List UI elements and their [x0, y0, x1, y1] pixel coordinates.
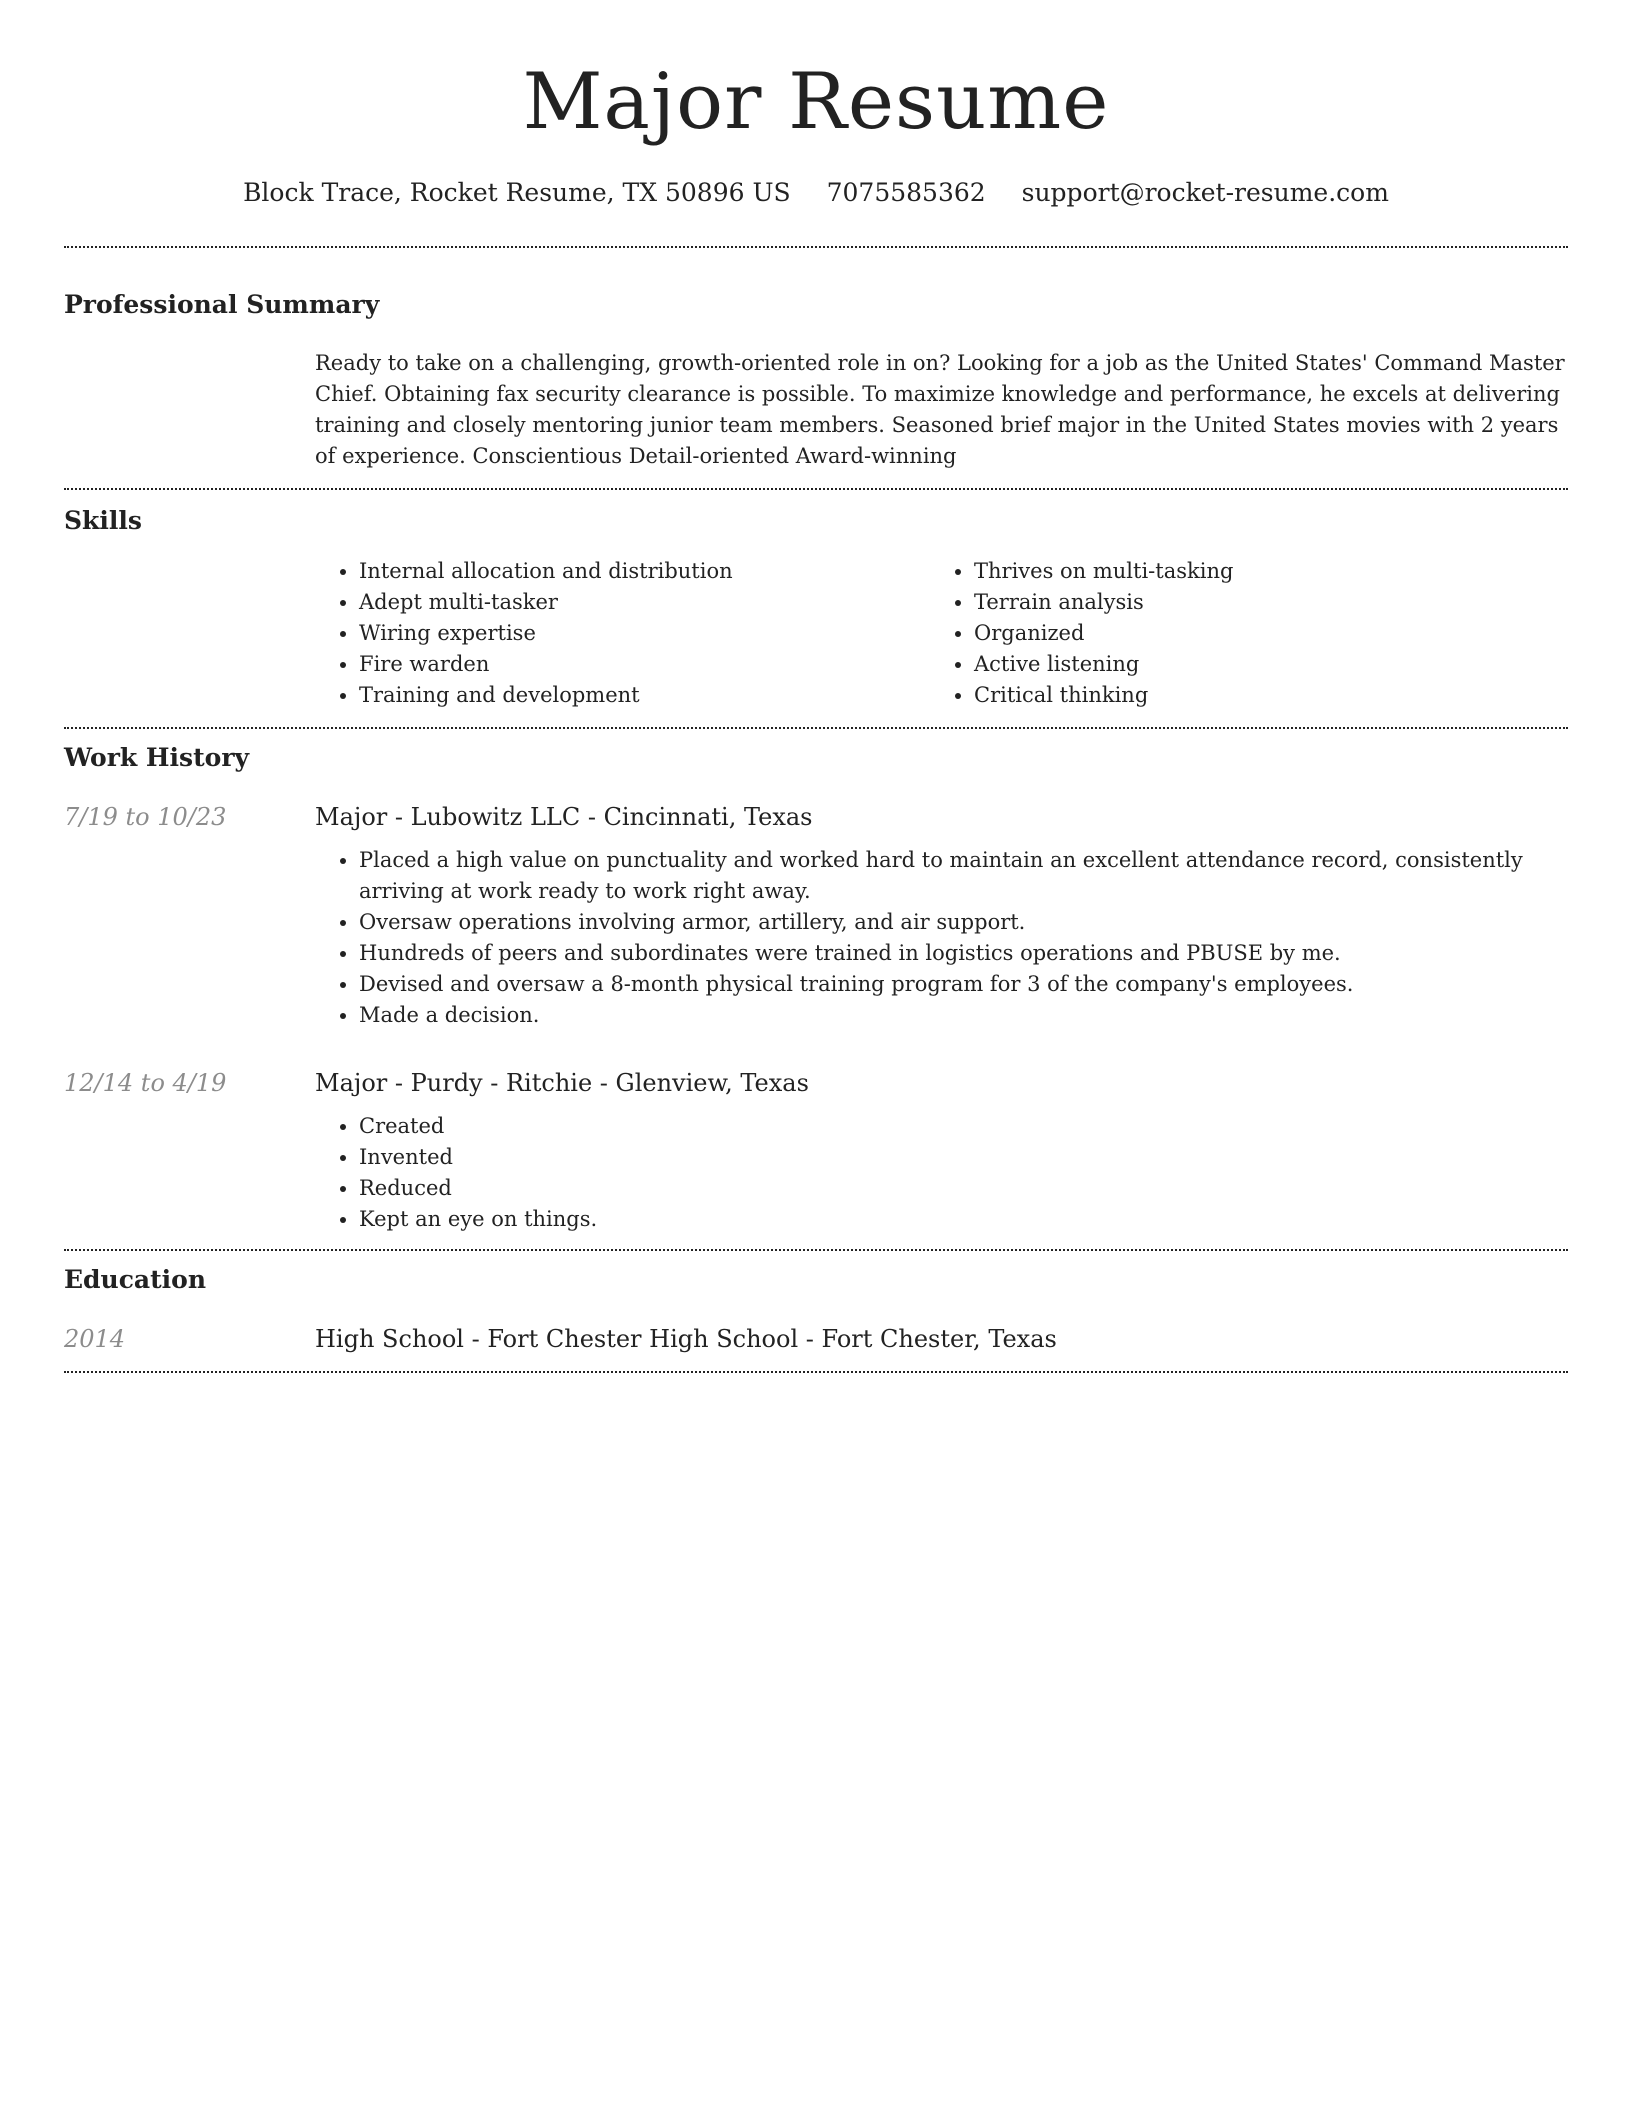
- professional-summary-section: [64, 288, 1568, 472]
- skill-item: • Wiring expertise: [359, 618, 930, 649]
- work-history-section: [64, 741, 1568, 1249]
- job-body: [315, 1065, 1568, 1249]
- job-bullet: • Kept an eye on things.: [359, 1204, 1568, 1235]
- section-title-skills: Skills: [64, 506, 142, 535]
- section-divider: [64, 1249, 1568, 1251]
- section-divider: [64, 727, 1568, 729]
- job-bullet: • Invented: [359, 1142, 1568, 1173]
- contact-address: Block Trace, Rocket Resume, TX 50896 US: [243, 178, 791, 207]
- job-heading: Major - Purdy - Ritchie - Glenview, Texas: [315, 1069, 809, 1097]
- resume-name: Major Resume: [522, 57, 1110, 147]
- skill-item: • Adept multi-tasker: [359, 587, 930, 618]
- job-bullet: • Made a decision.: [359, 1000, 1568, 1031]
- skills-list-right: [930, 556, 1545, 711]
- section-title-education: Education: [64, 1265, 207, 1294]
- job-bullets: [315, 1111, 1568, 1235]
- skill-item: • Training and development: [359, 680, 930, 711]
- skill-item: • Terrain analysis: [974, 587, 1545, 618]
- section-divider: [64, 1371, 1568, 1373]
- skill-item: • Fire warden: [359, 649, 930, 680]
- job-entry: [64, 799, 1568, 1031]
- job-bullet: • Placed a high value on punctuality and worked hard to maintain an excellent attendance record, consistently arriving at work ready to work right away.: [359, 845, 1568, 907]
- section-divider: [64, 246, 1568, 248]
- job-body: [315, 799, 1568, 1031]
- section-title-summary: Professional Summary: [64, 290, 380, 319]
- job-entry: [64, 1065, 1568, 1249]
- skills-list-left: [315, 556, 930, 711]
- job-bullet: • Hundreds of peers and subordinates were trained in logistics operations and PBUSE by me.: [359, 938, 1568, 969]
- education-section: [64, 1263, 1568, 1357]
- section-title-work-history: Work History: [64, 743, 250, 772]
- skills-columns: [315, 556, 1568, 711]
- job-dates: 12/14 to 4/19: [64, 1069, 227, 1097]
- job-bullet: • Created: [359, 1111, 1568, 1142]
- contact-line: [64, 176, 1568, 210]
- job-bullet: • Oversaw operations involving armor, artillery, and air support.: [359, 907, 1568, 938]
- skill-item: • Thrives on multi-tasking: [974, 556, 1545, 587]
- contact-email: support@rocket-resume.com: [1021, 178, 1389, 207]
- education-date: 2014: [64, 1325, 126, 1353]
- section-divider: [64, 488, 1568, 490]
- skill-item: • Active listening: [974, 649, 1545, 680]
- education-heading: High School - Fort Chester High School - Fort Chester, Texas: [315, 1325, 1057, 1353]
- job-dates: 7/19 to 10/23: [64, 803, 227, 831]
- job-bullets: [315, 845, 1568, 1031]
- job-heading: Major - Lubowitz LLC - Cincinnati, Texas: [315, 803, 813, 831]
- education-body: [315, 1321, 1568, 1357]
- job-bullet: • Devised and oversaw a 8-month physical training program for 3 of the company's employees.: [359, 969, 1568, 1000]
- summary-text: Ready to take on a challenging, growth-oriented role in on? Looking for a job as the United States' Command Master Chief. Obtaining fax security clearance is possible. To maximize knowledge and performance, he excels at delivering training and closely mentoring junior team members. Seasoned brief major in the United States movies with 2 years of experience. Conscientious Detail-oriented Award-winning: [315, 351, 1565, 468]
- skill-item: • Organized: [974, 618, 1545, 649]
- contact-phone: 7075585362: [826, 178, 986, 207]
- skills-section: [64, 504, 1568, 711]
- job-bullet: • Reduced: [359, 1173, 1568, 1204]
- skill-item: • Critical thinking: [974, 680, 1545, 711]
- education-entry: [64, 1321, 1568, 1357]
- skill-item: • Internal allocation and distribution: [359, 556, 930, 587]
